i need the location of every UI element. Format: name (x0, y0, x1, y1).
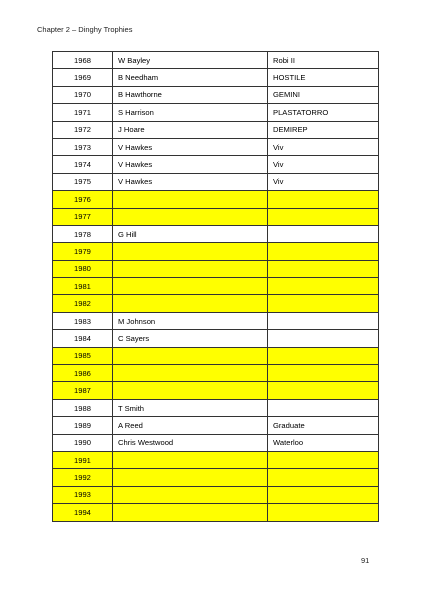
year-cell: 1974 (53, 156, 113, 173)
year-cell: 1985 (53, 347, 113, 364)
boat-cell (268, 295, 379, 312)
year-cell: 1984 (53, 330, 113, 347)
table-row (53, 330, 379, 347)
helmsman-cell (113, 278, 268, 295)
year-cell: 1991 (53, 451, 113, 468)
table-row (53, 382, 379, 399)
boat-cell (268, 225, 379, 242)
year-cell: 1988 (53, 399, 113, 416)
table-row (53, 225, 379, 242)
year-cell: 1986 (53, 365, 113, 382)
table-row (53, 69, 379, 86)
boat-cell: HOSTILE (268, 69, 379, 86)
helmsman-cell (113, 243, 268, 260)
helmsman-cell (113, 382, 268, 399)
year-cell: 1976 (53, 191, 113, 208)
helmsman-cell (113, 365, 268, 382)
boat-cell (268, 399, 379, 416)
boat-cell (268, 243, 379, 260)
boat-cell (268, 260, 379, 277)
table-row (53, 121, 379, 138)
boat-cell: PLASTATORRO (268, 104, 379, 121)
helmsman-cell (113, 469, 268, 486)
table-row (53, 295, 379, 312)
year-cell: 1970 (53, 86, 113, 103)
helmsman-cell (113, 295, 268, 312)
helmsman-cell (113, 260, 268, 277)
year-cell: 1971 (53, 104, 113, 121)
year-cell: 1982 (53, 295, 113, 312)
boat-cell (268, 278, 379, 295)
table-row (53, 417, 379, 434)
helmsman-cell: V Hawkes (113, 173, 268, 190)
boat-cell (268, 347, 379, 364)
helmsman-cell: S Harrison (113, 104, 268, 121)
boat-cell (268, 312, 379, 329)
helmsman-cell: T Smith (113, 399, 268, 416)
table-row (53, 260, 379, 277)
year-cell: 1994 (53, 504, 113, 521)
table-row (53, 434, 379, 451)
table-row (53, 312, 379, 329)
helmsman-cell: G Hill (113, 225, 268, 242)
table-row (53, 399, 379, 416)
table-row (53, 104, 379, 121)
helmsman-cell (113, 486, 268, 503)
trophy-winners-table (52, 51, 379, 522)
boat-cell: Viv (268, 156, 379, 173)
table-row (53, 173, 379, 190)
helmsman-cell (113, 191, 268, 208)
table-row (53, 504, 379, 521)
chapter-header: Chapter 2 – Dinghy Trophies (37, 25, 133, 34)
boat-cell (268, 451, 379, 468)
year-cell: 1987 (53, 382, 113, 399)
year-cell: 1979 (53, 243, 113, 260)
table-row (53, 486, 379, 503)
boat-cell: Viv (268, 173, 379, 190)
year-cell: 1968 (53, 52, 113, 69)
boat-cell (268, 469, 379, 486)
year-cell: 1973 (53, 138, 113, 155)
helmsman-cell (113, 451, 268, 468)
year-cell: 1981 (53, 278, 113, 295)
helmsman-cell (113, 208, 268, 225)
boat-cell (268, 330, 379, 347)
boat-cell: DEMIREP (268, 121, 379, 138)
helmsman-cell: W Bayley (113, 52, 268, 69)
boat-cell (268, 486, 379, 503)
helmsman-cell: V Hawkes (113, 156, 268, 173)
year-cell: 1978 (53, 225, 113, 242)
table-row (53, 243, 379, 260)
boat-cell (268, 208, 379, 225)
boat-cell: Robi II (268, 52, 379, 69)
helmsman-cell (113, 347, 268, 364)
year-cell: 1992 (53, 469, 113, 486)
boat-cell: GEMINI (268, 86, 379, 103)
helmsman-cell (113, 504, 268, 521)
boat-cell (268, 365, 379, 382)
boat-cell (268, 382, 379, 399)
helmsman-cell: B Hawthorne (113, 86, 268, 103)
year-cell: 1989 (53, 417, 113, 434)
table-row (53, 156, 379, 173)
table-row (53, 191, 379, 208)
boat-cell: Graduate (268, 417, 379, 434)
helmsman-cell: J Hoare (113, 121, 268, 138)
boat-cell: Viv (268, 138, 379, 155)
table-row (53, 86, 379, 103)
table-row (53, 365, 379, 382)
boat-cell (268, 504, 379, 521)
table-row (53, 278, 379, 295)
table-row (53, 208, 379, 225)
helmsman-cell: V Hawkes (113, 138, 268, 155)
page-number: 91 (361, 556, 370, 565)
table-row (53, 451, 379, 468)
boat-cell: Waterloo (268, 434, 379, 451)
table-row (53, 138, 379, 155)
table-row (53, 347, 379, 364)
table-body (53, 52, 379, 522)
boat-cell (268, 191, 379, 208)
year-cell: 1969 (53, 69, 113, 86)
year-cell: 1983 (53, 312, 113, 329)
year-cell: 1990 (53, 434, 113, 451)
helmsman-cell: B Needham (113, 69, 268, 86)
helmsman-cell: C Sayers (113, 330, 268, 347)
helmsman-cell: A Reed (113, 417, 268, 434)
year-cell: 1975 (53, 173, 113, 190)
table-row (53, 469, 379, 486)
helmsman-cell: Chris Westwood (113, 434, 268, 451)
table-row (53, 52, 379, 69)
year-cell: 1977 (53, 208, 113, 225)
helmsman-cell: M Johnson (113, 312, 268, 329)
year-cell: 1980 (53, 260, 113, 277)
year-cell: 1972 (53, 121, 113, 138)
year-cell: 1993 (53, 486, 113, 503)
